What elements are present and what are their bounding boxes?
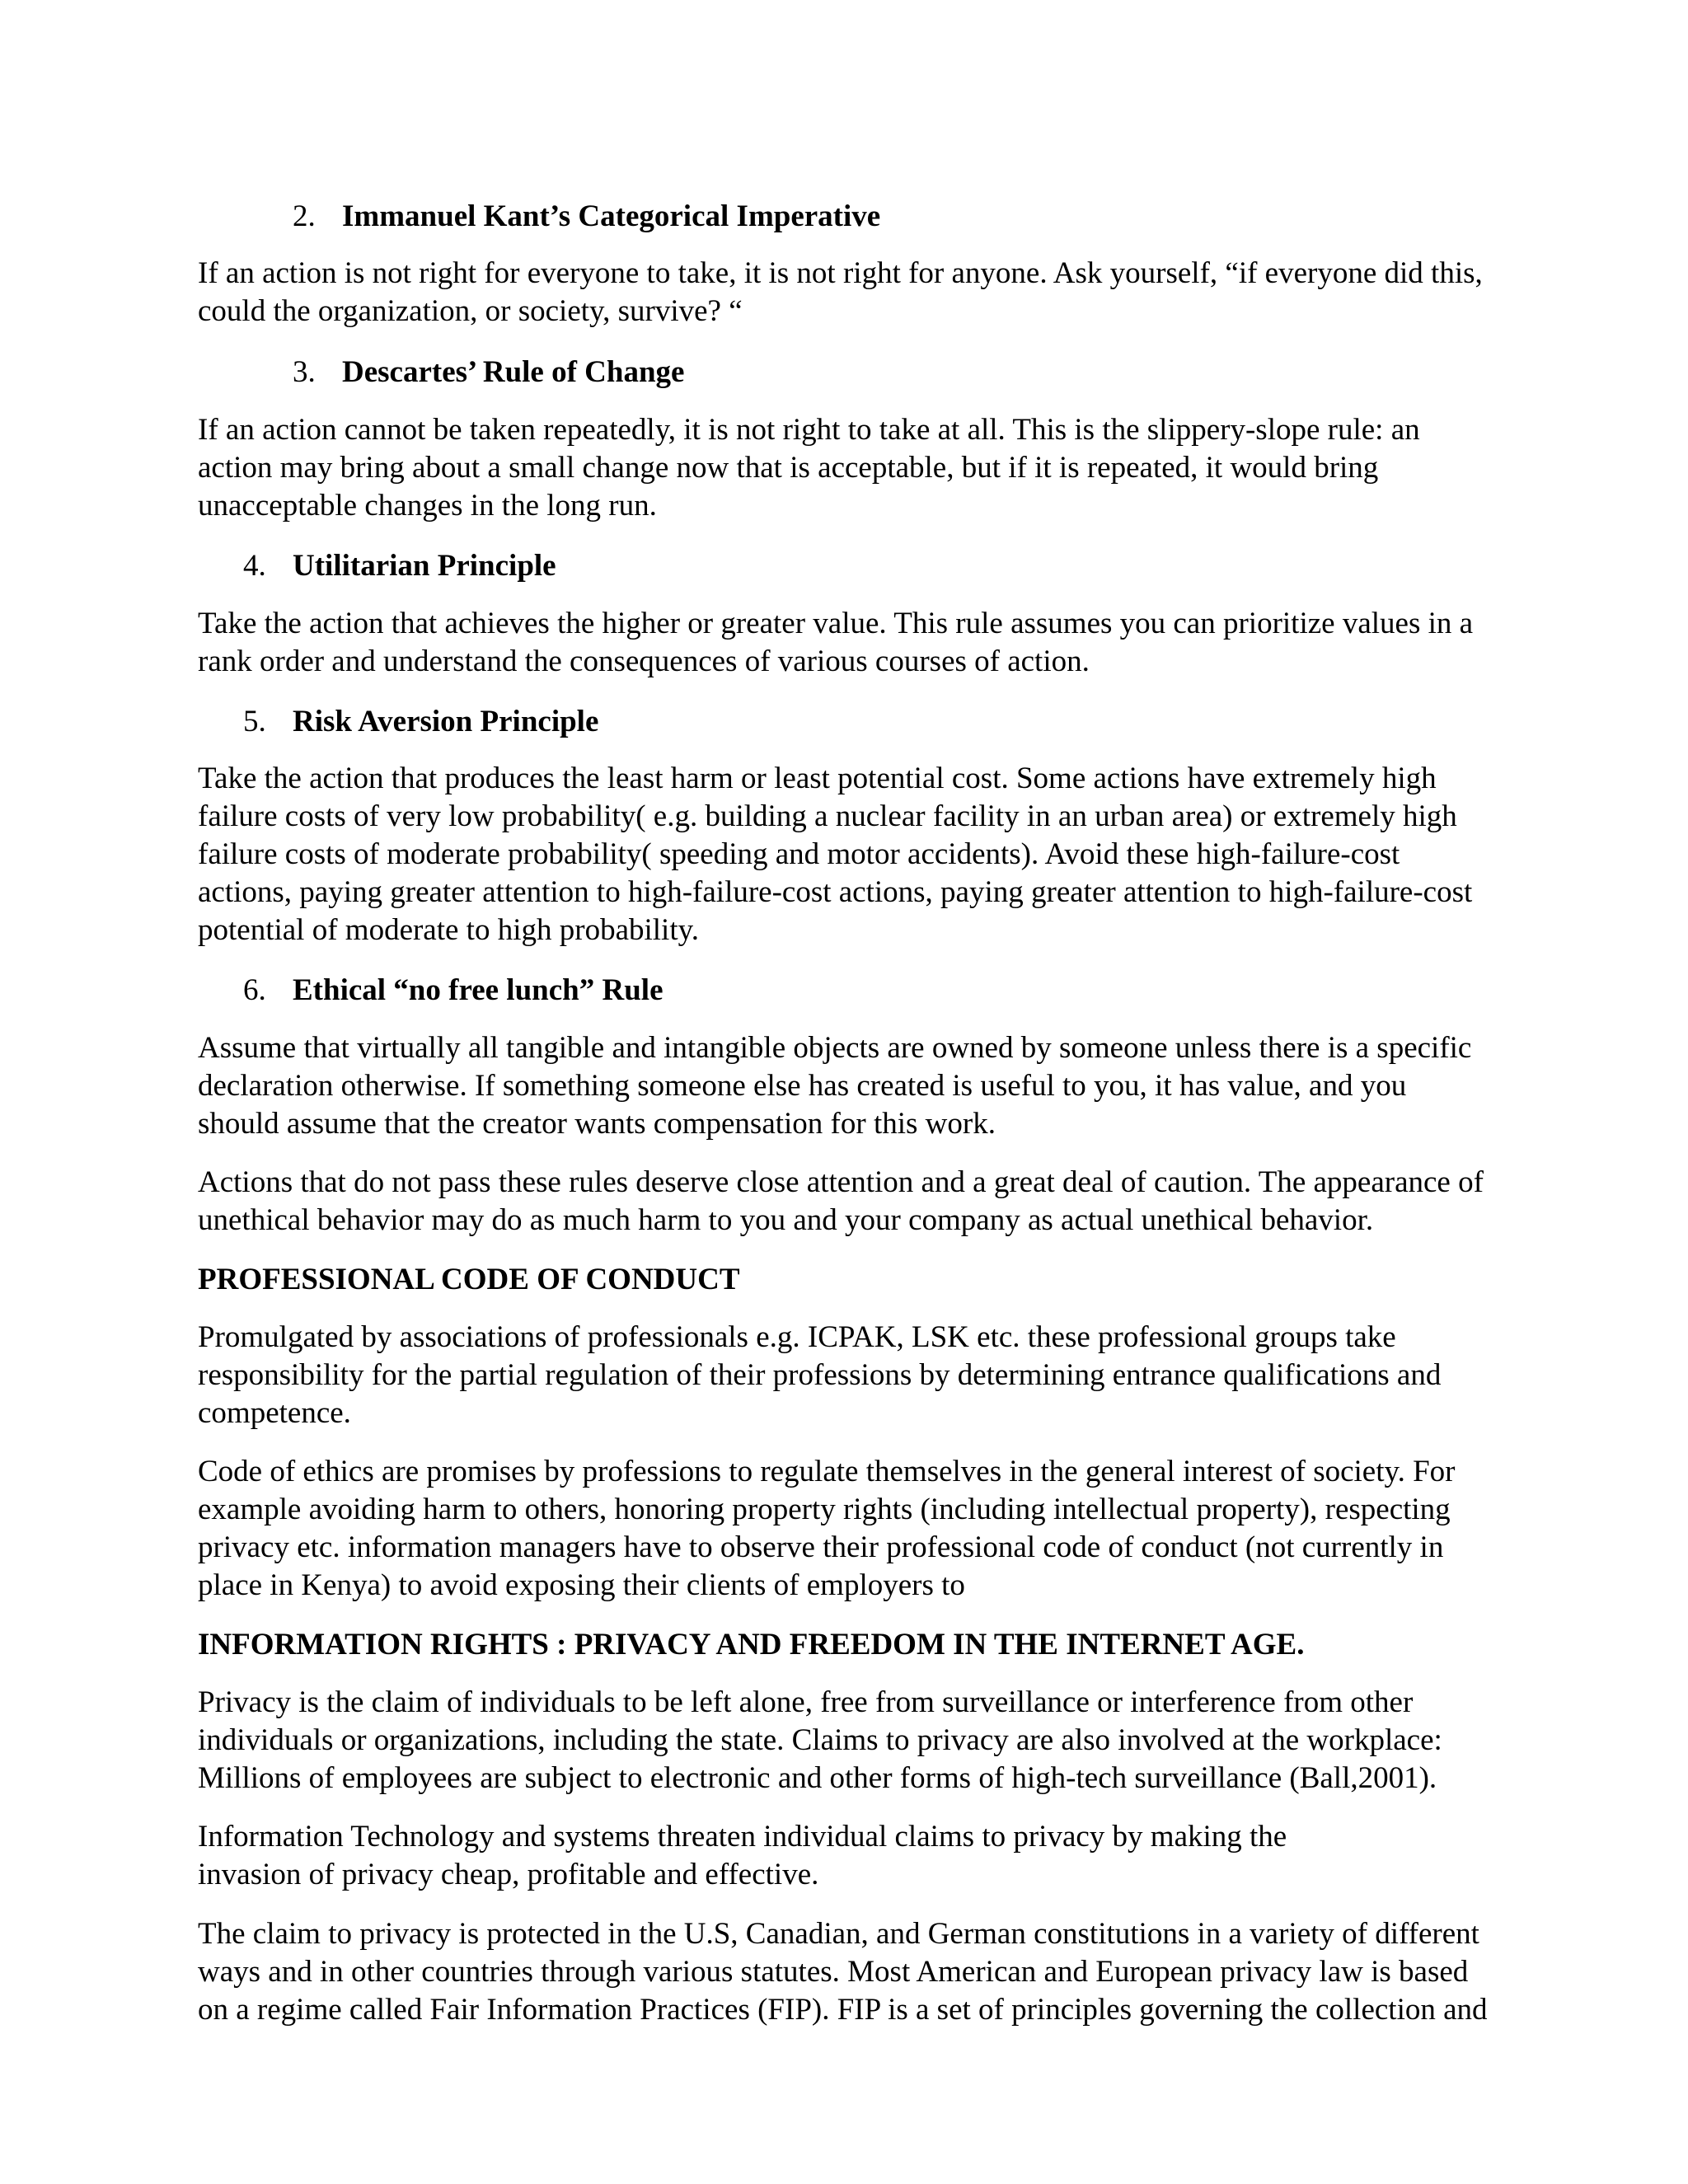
item-heading-descartes [198, 354, 1582, 391]
text-line: Promulgated by associations of professionals e.g. ICPAK, LSK etc. these professional groups take [198, 1320, 1396, 1354]
text-line: Privacy is the claim of individuals to be left alone, free from surveillance or interference from other [198, 1685, 1414, 1719]
item-title: Descartes’ Rule of Change [342, 355, 685, 389]
paragraph-kant [198, 255, 1582, 330]
text-line: on a regime called Fair Information Practices (FIP). FIP is a set of principles governing the collection and [198, 1993, 1488, 2027]
item-heading-utilitarian [198, 547, 1582, 585]
paragraph-closing [198, 1164, 1582, 1240]
item-number: 6. [243, 973, 266, 1007]
text-line: unacceptable changes in the long run. [198, 489, 657, 523]
text-line: The claim to privacy is protected in the U.S, Canadian, and German constitutions in a variety of different [198, 1917, 1479, 1951]
paragraph-privacy-1 [198, 1684, 1582, 1797]
item-title: Ethical “no free lunch” Rule [293, 973, 663, 1007]
text-line: failure costs of very low probability( e.g. building a nuclear facility in an urban area) or extremely high [198, 799, 1457, 833]
text-line: Information Technology and systems threaten individual claims to privacy by making the [198, 1820, 1287, 1854]
text-line: actions, paying greater attention to high-failure-cost actions, paying greater attention to high-failure-cost [198, 875, 1473, 909]
paragraph-privacy-3 [198, 1915, 1582, 2029]
text-line: competence. [198, 1396, 351, 1430]
text-line: Assume that virtually all tangible and intangible objects are owned by someone unless there is a specific [198, 1031, 1472, 1065]
text-line: invasion of privacy cheap, profitable and effective. [198, 1858, 819, 1891]
item-number: 5. [243, 705, 266, 738]
paragraph-risk-aversion [198, 760, 1582, 949]
paragraph-utilitarian [198, 605, 1582, 681]
item-heading-no-free-lunch [198, 972, 1582, 1010]
text-line: should assume that the creator wants compensation for this work. [198, 1107, 996, 1141]
paragraph-no-free-lunch [198, 1029, 1582, 1143]
paragraph-professional-2 [198, 1453, 1582, 1605]
text-line: unethical behavior may do as much harm to you and your company as actual unethical behavior. [198, 1203, 1374, 1237]
text-line: ways and in other countries through various statutes. Most American and European privacy law is based [198, 1955, 1469, 1989]
text-line: If an action cannot be taken repeatedly, it is not right to take at all. This is the slippery-slope rule: an [198, 413, 1420, 447]
item-number: 3. [293, 355, 316, 389]
paragraph-descartes [198, 411, 1582, 525]
text-line: rank order and understand the consequences of various courses of action. [198, 644, 1090, 678]
text-line: Millions of employees are subject to electronic and other forms of high-tech surveillance (Ball,2001). [198, 1761, 1437, 1795]
text-line: privacy etc. information managers have to observe their professional code of conduct (not currently in [198, 1530, 1444, 1564]
text-line: potential of moderate to high probability. [198, 913, 699, 947]
item-number: 4. [243, 549, 266, 583]
section-title-information-rights: INFORMATION RIGHTS : PRIVACY AND FREEDOM IN THE INTERNET AGE. [198, 1628, 1305, 1661]
text-line: place in Kenya) to avoid exposing their clients of employers to [198, 1568, 965, 1602]
text-line: Actions that do not pass these rules deserve close attention and a great deal of caution. The appearance of [198, 1165, 1484, 1199]
text-line: failure costs of moderate probability( speeding and motor accidents). Avoid these high-failure-cost [198, 837, 1400, 871]
text-line: If an action is not right for everyone to take, it is not right for anyone. Ask yourself, “if everyone did this, [198, 256, 1483, 290]
paragraph-professional-1 [198, 1319, 1582, 1432]
text-line: action may bring about a small change now that is acceptable, but if it is repeated, it would bring [198, 451, 1379, 485]
text-line: declaration otherwise. If something someone else has created is useful to you, it has value, and you [198, 1069, 1407, 1103]
text-line: example avoiding harm to others, honoring property rights (including intellectual property), respecting [198, 1493, 1451, 1526]
text-line: responsibility for the partial regulation of their professions by determining entrance qualifications and [198, 1358, 1442, 1392]
text-line: Code of ethics are promises by professions to regulate themselves in the general interest of society. For [198, 1455, 1456, 1488]
text-line: could the organization, or society, survive? “ [198, 294, 743, 328]
item-heading-risk-aversion [198, 703, 1582, 741]
item-heading-kant [198, 198, 1582, 236]
paragraph-privacy-2 [198, 1818, 1582, 1894]
item-title: Utilitarian Principle [293, 549, 556, 583]
item-title: Risk Aversion Principle [293, 705, 599, 738]
section-title-professional-code: PROFESSIONAL CODE OF CONDUCT [198, 1263, 740, 1296]
text-line: Take the action that produces the least harm or least potential cost. Some actions have extremely high [198, 762, 1437, 795]
text-line: Take the action that achieves the higher or greater value. This rule assumes you can prioritize values in a [198, 607, 1474, 640]
text-line: individuals or organizations, including the state. Claims to privacy are also involved at the workplace: [198, 1723, 1442, 1757]
item-number: 2. [293, 199, 316, 233]
item-title: Immanuel Kant’s Categorical Imperative [342, 199, 881, 233]
